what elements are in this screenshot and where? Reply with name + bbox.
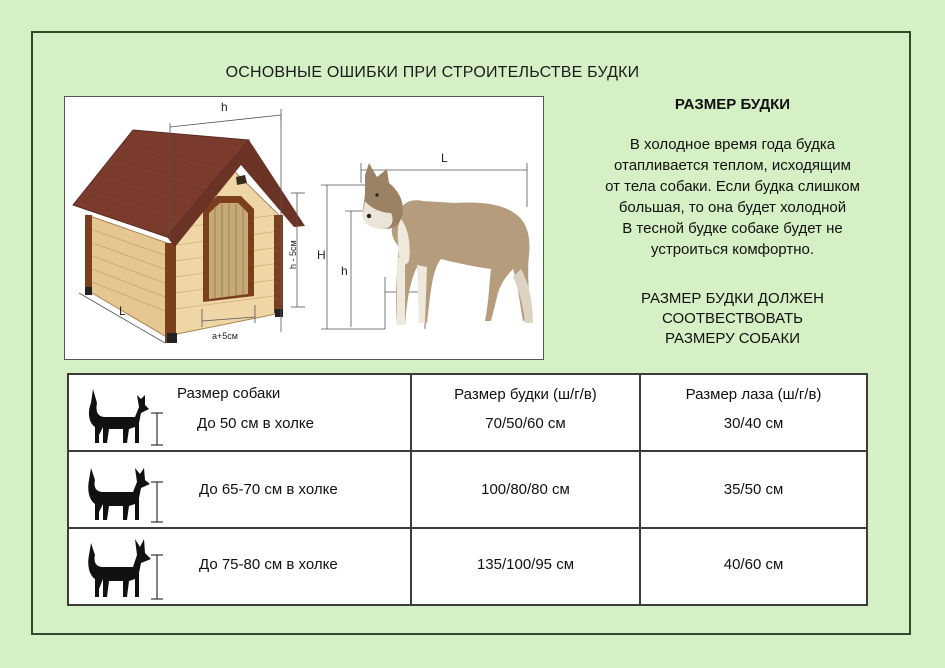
table-cell	[411, 451, 640, 528]
doghouse-image	[73, 130, 305, 343]
dim-house-l: L	[119, 304, 126, 318]
header-hole-size: Размер лаза (ш/г/в)	[685, 386, 822, 403]
table-cell	[411, 528, 640, 605]
dog-size-value: До 50 см в холке	[197, 415, 314, 432]
doghouse-diagram	[65, 97, 545, 361]
info-line: большая, то она будет холодной	[618, 199, 847, 216]
house-size-value: 135/100/95 см	[476, 556, 575, 573]
info-paragraph	[560, 134, 905, 260]
table-cell	[411, 374, 640, 451]
dim-door-width: a+5см	[212, 331, 238, 341]
table-row	[68, 451, 867, 528]
house-size-value: 100/80/80 см	[481, 481, 570, 498]
info-conclusion	[560, 289, 905, 349]
dim-house-h: h	[221, 100, 228, 114]
table-cell	[640, 451, 867, 528]
info-line: устроиться комфортно.	[651, 241, 814, 258]
conclusion-line: РАЗМЕРУ СОБАКИ	[665, 330, 800, 347]
conclusion-line: РАЗМЕР БУДКИ ДОЛЖЕН	[641, 290, 824, 307]
dog-silhouette-icon	[77, 533, 167, 601]
table-cell	[640, 374, 867, 451]
dog-size-value: До 75-80 см в холке	[199, 556, 338, 573]
conclusion-line: СООТВЕСТВОВАТЬ	[661, 310, 804, 327]
dog-silhouette-icon	[77, 383, 167, 447]
table-cell	[68, 374, 411, 451]
header-dog-size: Размер собаки	[177, 385, 281, 402]
hole-size-value: 35/50 см	[723, 481, 784, 498]
dim-door-height: h - 5см	[288, 240, 298, 269]
table-row	[68, 374, 867, 451]
info-line: В холодное время года будка	[629, 136, 836, 153]
hole-size-value: 40/60 см	[723, 556, 784, 573]
table-cell	[68, 528, 411, 605]
info-line: от тела собаки. Если будка слишком	[605, 178, 860, 195]
illustration-panel	[64, 96, 544, 360]
hole-size-value: 30/40 см	[723, 415, 784, 432]
dim-dog-h: h	[341, 264, 348, 278]
table-cell	[640, 528, 867, 605]
dog-silhouette-icon	[77, 458, 167, 524]
page-title: ОСНОВНЫЕ ОШИБКИ ПРИ СТРОИТЕЛЬСТВЕ БУДКИ	[225, 64, 640, 81]
info-line: В тесной будке собаке будет не	[622, 220, 843, 237]
info-line: отапливается теплом, исходящим	[614, 157, 851, 174]
dog-size-value: До 65-70 см в холке	[199, 481, 338, 498]
header-house-size: Размер будки (ш/г/в)	[454, 386, 597, 403]
husky-image	[363, 163, 533, 325]
size-table	[67, 373, 868, 606]
table-cell	[68, 451, 411, 528]
house-size-value: 70/50/60 см	[485, 415, 566, 432]
dim-dog-L: L	[441, 151, 448, 165]
table-row	[68, 528, 867, 605]
info-heading: РАЗМЕР БУДКИ	[674, 96, 791, 113]
dim-dog-H: H	[317, 248, 326, 262]
